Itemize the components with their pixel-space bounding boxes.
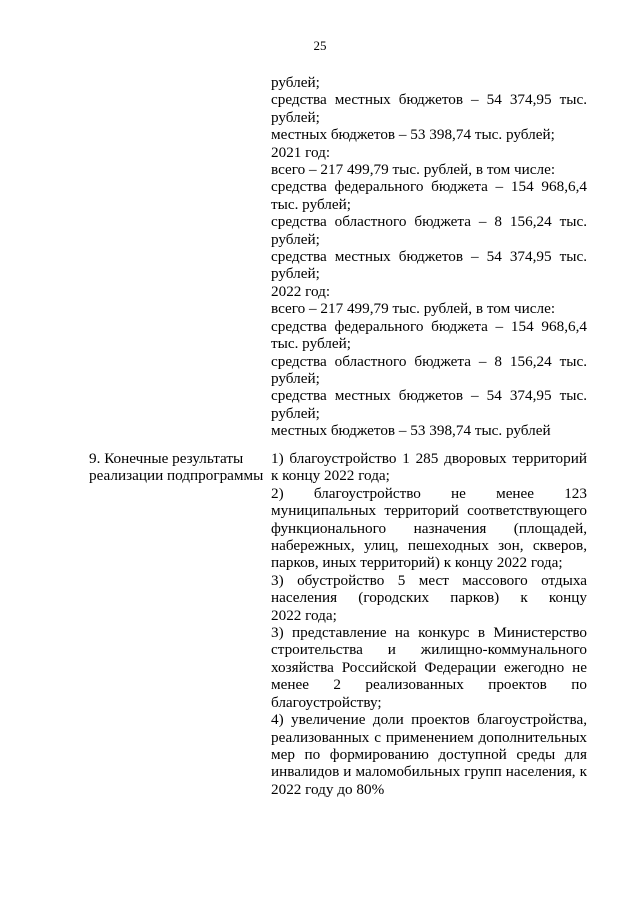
funding-text-line: рублей; xyxy=(271,404,320,422)
funding-text-line: местных бюджетов – 53 398,74 тыс. рублей; xyxy=(271,126,555,144)
result-text-line: 2022 году до 80% xyxy=(271,780,385,798)
result-text-line: 3) обустройство 5 мест массового отдыха xyxy=(271,571,587,589)
section-9-label-line-1: 9. Конечные результаты xyxy=(89,450,244,467)
result-text-line: к концу 2022 года; xyxy=(271,467,390,485)
funding-text-line: тыс. рублей; xyxy=(271,195,351,213)
result-text-line: парков, иных территорий) к концу 2022 года; xyxy=(271,554,563,572)
funding-text-line: рублей; xyxy=(271,74,320,91)
funding-text-line: рублей; xyxy=(271,265,320,283)
funding-text-line: тыс. рублей; xyxy=(271,335,351,353)
funding-text-line: средства областного бюджета – 8 156,24 тыс. xyxy=(271,352,587,370)
result-text-line: строительства и жилищно-коммунального xyxy=(271,641,587,659)
section-9-label xyxy=(89,450,269,485)
funding-text-line: средства местных бюджетов – 54 374,95 тыс. xyxy=(271,387,587,405)
result-text-line: инвалидов и маломобильных групп населения, к xyxy=(271,763,587,781)
funding-text-line: 2022 год: xyxy=(271,282,331,300)
funding-text-line: средства областного бюджета – 8 156,24 тыс. xyxy=(271,213,587,231)
page-number: 25 xyxy=(313,38,327,53)
result-text-line: 4) увеличение доли проектов благоустройства, xyxy=(271,711,587,729)
funding-text-line: рублей; xyxy=(271,108,320,126)
funding-text-line: рублей; xyxy=(271,369,320,387)
funding-text-line: средства федерального бюджета – 154 968,6,4 xyxy=(271,178,587,196)
result-text-line: 1) благоустройство 1 285 дворовых территорий xyxy=(271,450,587,467)
funding-text-block xyxy=(271,74,587,440)
result-text-line: населения (городских парков) к концу xyxy=(271,589,587,607)
funding-text-line: всего – 217 499,79 тыс. рублей, в том числе: xyxy=(271,300,556,318)
result-text-line: менее 2 реализованных проектов по xyxy=(271,676,587,694)
funding-text-line: всего – 217 499,79 тыс. рублей, в том числе: xyxy=(271,161,556,179)
funding-text-line: средства местных бюджетов – 54 374,95 тыс. xyxy=(271,91,587,109)
funding-text-line: рублей; xyxy=(271,230,320,248)
section-9-label-line-2: реализации подпрограммы xyxy=(89,467,264,485)
result-text-line: набережных, улиц, пешеходных зон, скверов, xyxy=(271,537,587,555)
result-text-line: функционального назначения (площадей, xyxy=(271,519,587,537)
funding-text-line: 2021 год: xyxy=(271,143,331,161)
result-text-line: 2) благоустройство не менее 123 xyxy=(271,484,587,502)
result-text-line: благоустройству; xyxy=(271,693,382,711)
funding-text-line: местных бюджетов – 53 398,74 тыс. рублей xyxy=(271,422,551,440)
result-text-line: реализованных с применением дополнительных xyxy=(271,728,587,746)
result-text-line: 2022 года; xyxy=(271,606,337,624)
result-text-line: мер по формированию доступной среды для xyxy=(271,745,587,763)
section-9-results-block xyxy=(271,450,587,798)
result-text-line: 3) представление на конкурс в Министерство xyxy=(271,624,587,642)
funding-text-line: средства федерального бюджета – 154 968,6,4 xyxy=(271,317,587,335)
result-text-line: хозяйства Российской Федерации ежегодно не xyxy=(271,658,587,676)
result-text-line: муниципальных территорий соответствующего xyxy=(271,502,587,520)
funding-text-line: средства местных бюджетов – 54 374,95 тыс. xyxy=(271,248,587,266)
